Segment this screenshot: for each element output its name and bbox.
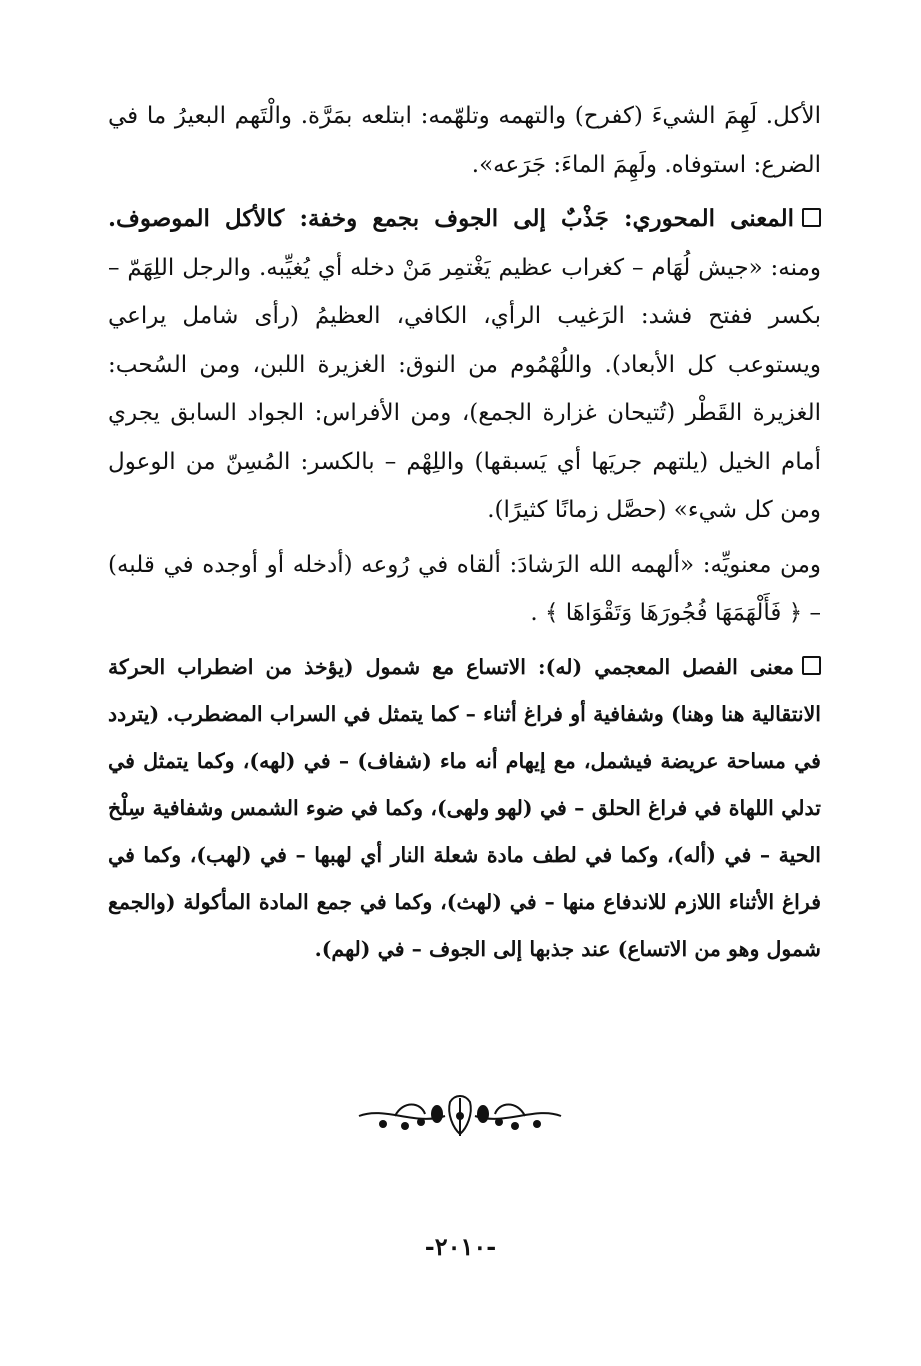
square-bullet-icon (802, 656, 821, 675)
page-number: -٢٠١٠- (424, 1232, 497, 1261)
core-meaning-body: ومنه: «جيش لُهَام – كغراب عظيم يَغْتمِر مَنْ دخله أي يُغيِّبه. والرجل اللِهَمّ – بكسر ففتح فشد: الرَغيب الرأي، الكافي، العظيمُ (رأى شامل يراعي ويستوعب كل الأبعاد). واللُهْمُوم من النوق: الغزيرة اللبن، ومن السُحب: الغزيرة القَطْر (تُتيحان غزارة الجمع)، ومن الأفراس: الجواد السابق يجري أمام الخيل (يلتهم جريَها أي يَسبقها) واللِهْم – بالكسر: المُسِنّ من الوعول ومن كل شيء» (حصَّل زمانًا كثيرًا). (108, 254, 821, 523)
square-bullet-icon (802, 208, 821, 227)
paragraph-definition-end: الأكل. لَهِمَ الشيءَ (كفرح) والتهمه وتلهّمه: ابتلعه بمَرَّة. والْتَهم البعيرُ ما في الضرع: استوفاه. ولَهِمَ الماءَ: جَرَعه». (108, 103, 821, 178)
paragraph-figurative-meaning: ومن معنويِّه: «ألهمه الله الرَشادَ: ألقاه في رُوعه (أدخله أو أوجده في قلبه) – ﴿ فَأَلْهَمَهَا فُجُورَهَا وَتَقْوَاهَا ﴾ . (108, 551, 821, 626)
paragraph-core-meaning (108, 195, 821, 535)
paragraph-lexical-section (108, 644, 821, 973)
core-meaning-heading: المعنى المحوري: جَذْبٌ إلى الجوف بجمع وخفة: كالأكل الموصوف. (108, 205, 794, 232)
floral-ornament-icon (355, 1092, 565, 1140)
body-text (108, 92, 821, 973)
lexical-section-body: معنى الفصل المعجمي (له): الاتساع مع شمول (يؤخذ من اضطراب الحركة الانتقالية هنا وهنا) وشفافية أو فراغ أثناء – كما يتمثل في السراب المضطرب. (يتردد في مساحة عريضة فيشمل، مع إيهام أنه ماء (شفاف) – في (لهه)، وكما يتمثل في تدلي اللهاة في فراغ الحلق – في (لهو ولهى)، وكما في ضوء الشمس وشفافية سِلْخ الحية – في (أله)، وكما في لطف مادة شعلة النار أي لهبها – في (لهب)، وكما في فراغ الأثناء اللازم للاندفاع منها – في (لهث)، وكما في جمع المادة المأكولة (والجمع شمول وهو من الاتساع) عند جذبها إلى الجوف – في (لهم). (108, 654, 821, 961)
